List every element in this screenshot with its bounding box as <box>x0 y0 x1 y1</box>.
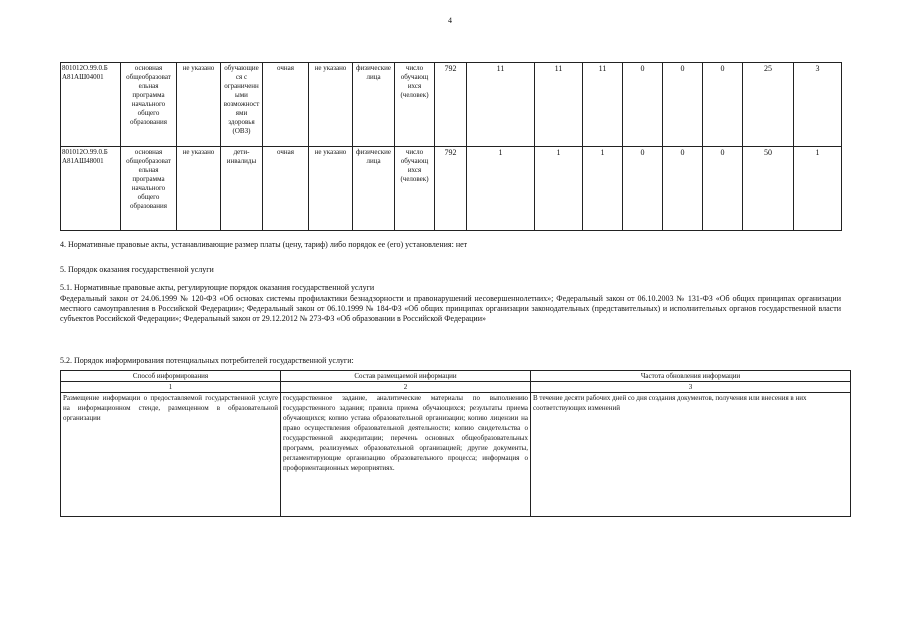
category-cell: дети-инвалиды <box>221 147 263 231</box>
value-cell: 11 <box>583 63 623 147</box>
other-cell: не указано <box>309 63 353 147</box>
measure-cell: число обучающ ихся (человек) <box>395 147 435 231</box>
registry-code: 801012О.99.0.Б А81АШ04001 <box>61 63 121 147</box>
info-content: государственное задание, аналитические материалы по выполнению государственного задания; правила приема обучающихся; результаты приема обучающихся; копию устава образовательной организации; копию лицензии на право осуществления образовательной деятельности; копию свидетельства о государственной аккредитации; перечень основных общеобразовательных программ, реализуемых образовательной организацией; другие документы, регламентирующие организацию образовательного процесса; информация о профориентационных мероприятиях. <box>281 393 531 517</box>
okei-cell: 792 <box>435 147 467 231</box>
column-header: Состав размещаемой информации <box>281 371 531 382</box>
value-cell: 0 <box>623 147 663 231</box>
table-number-row <box>61 382 851 393</box>
table-header-row <box>61 371 851 382</box>
value-cell: 1 <box>535 147 583 231</box>
value-cell: 0 <box>703 63 743 147</box>
table-row <box>61 63 842 147</box>
column-number: 1 <box>61 382 281 393</box>
value-cell: 11 <box>535 63 583 147</box>
section-5-1-body: Федеральный закон от 24.06.1999 № 120-ФЗ «Об основах системы профилактики безнадзорности и правонарушений несовершеннолетних»; Федеральный закон от 06.10.2003 № 131-ФЗ «Об общих принципах организации местного самоуправления в Российской Федерации»; Федеральный закон от 06.10.1999 № 184-ФЗ «Об общих принципах организации законодательных (представительных) и исполнительных органов государственной власти субъектов Российской Федерации»; Федеральный закон от 29.12.2012 № 273-ФЗ «Об образовании в Российской Федерации» <box>60 294 841 323</box>
other-cell: не указано <box>309 147 353 231</box>
form-cell: очная <box>263 63 309 147</box>
indicator-cell: не указано <box>177 63 221 147</box>
page-number: 4 <box>448 16 452 25</box>
column-header: Способ информирования <box>61 371 281 382</box>
table-row <box>61 147 842 231</box>
category-cell: обучающие ся с ограниченн ыми возможност ями здоровья (ОВЗ) <box>221 63 263 147</box>
column-number: 2 <box>281 382 531 393</box>
value-cell: 0 <box>703 147 743 231</box>
info-table <box>60 370 851 517</box>
price-cell: 50 <box>743 147 794 231</box>
section-5-heading: 5. Порядок оказания государственной услуги <box>60 265 214 274</box>
value-cell: 11 <box>467 63 535 147</box>
section-5-1-heading: 5.1. Нормативные правовые акты, регулирующие порядок оказания государственной услуги <box>60 283 375 292</box>
value-cell: 1 <box>583 147 623 231</box>
registry-code: 801012О.99.0.Б А81АШ48001 <box>61 147 121 231</box>
deviation-cell: 3 <box>794 63 842 147</box>
form-cell: очная <box>263 147 309 231</box>
value-cell: 0 <box>663 147 703 231</box>
program-cell: основная общеобразоват ельная программа начального общего образования <box>121 147 177 231</box>
value-cell: 0 <box>623 63 663 147</box>
table-row <box>61 393 851 517</box>
program-cell: основная общеобразоват ельная программа начального общего образования <box>121 63 177 147</box>
consumers-cell: физические лица <box>353 147 395 231</box>
info-frequency: В течение десяти рабочих дней со дня создания документов, получения или внесения в них соответствующих изменений <box>531 393 851 517</box>
value-cell: 1 <box>467 147 535 231</box>
price-cell: 25 <box>743 63 794 147</box>
services-table <box>60 62 842 231</box>
column-header: Частота обновления информации <box>531 371 851 382</box>
okei-cell: 792 <box>435 63 467 147</box>
section-4-text: 4. Нормативные правовые акты, устанавливающие размер платы (цену, тариф) либо порядок ее (его) установления: нет <box>60 240 468 249</box>
measure-cell: число обучающ ихся (человек) <box>395 63 435 147</box>
consumers-cell: физические лица <box>353 63 395 147</box>
info-method: Размещение информации о предоставляемой государственной услуге на информационном стенде, размещенном в образовательной организации <box>61 393 281 517</box>
indicator-cell: не указано <box>177 147 221 231</box>
column-number: 3 <box>531 382 851 393</box>
deviation-cell: 1 <box>794 147 842 231</box>
section-5-2-heading: 5.2. Порядок информирования потенциальных потребителей государственной услуги: <box>60 356 354 365</box>
value-cell: 0 <box>663 63 703 147</box>
